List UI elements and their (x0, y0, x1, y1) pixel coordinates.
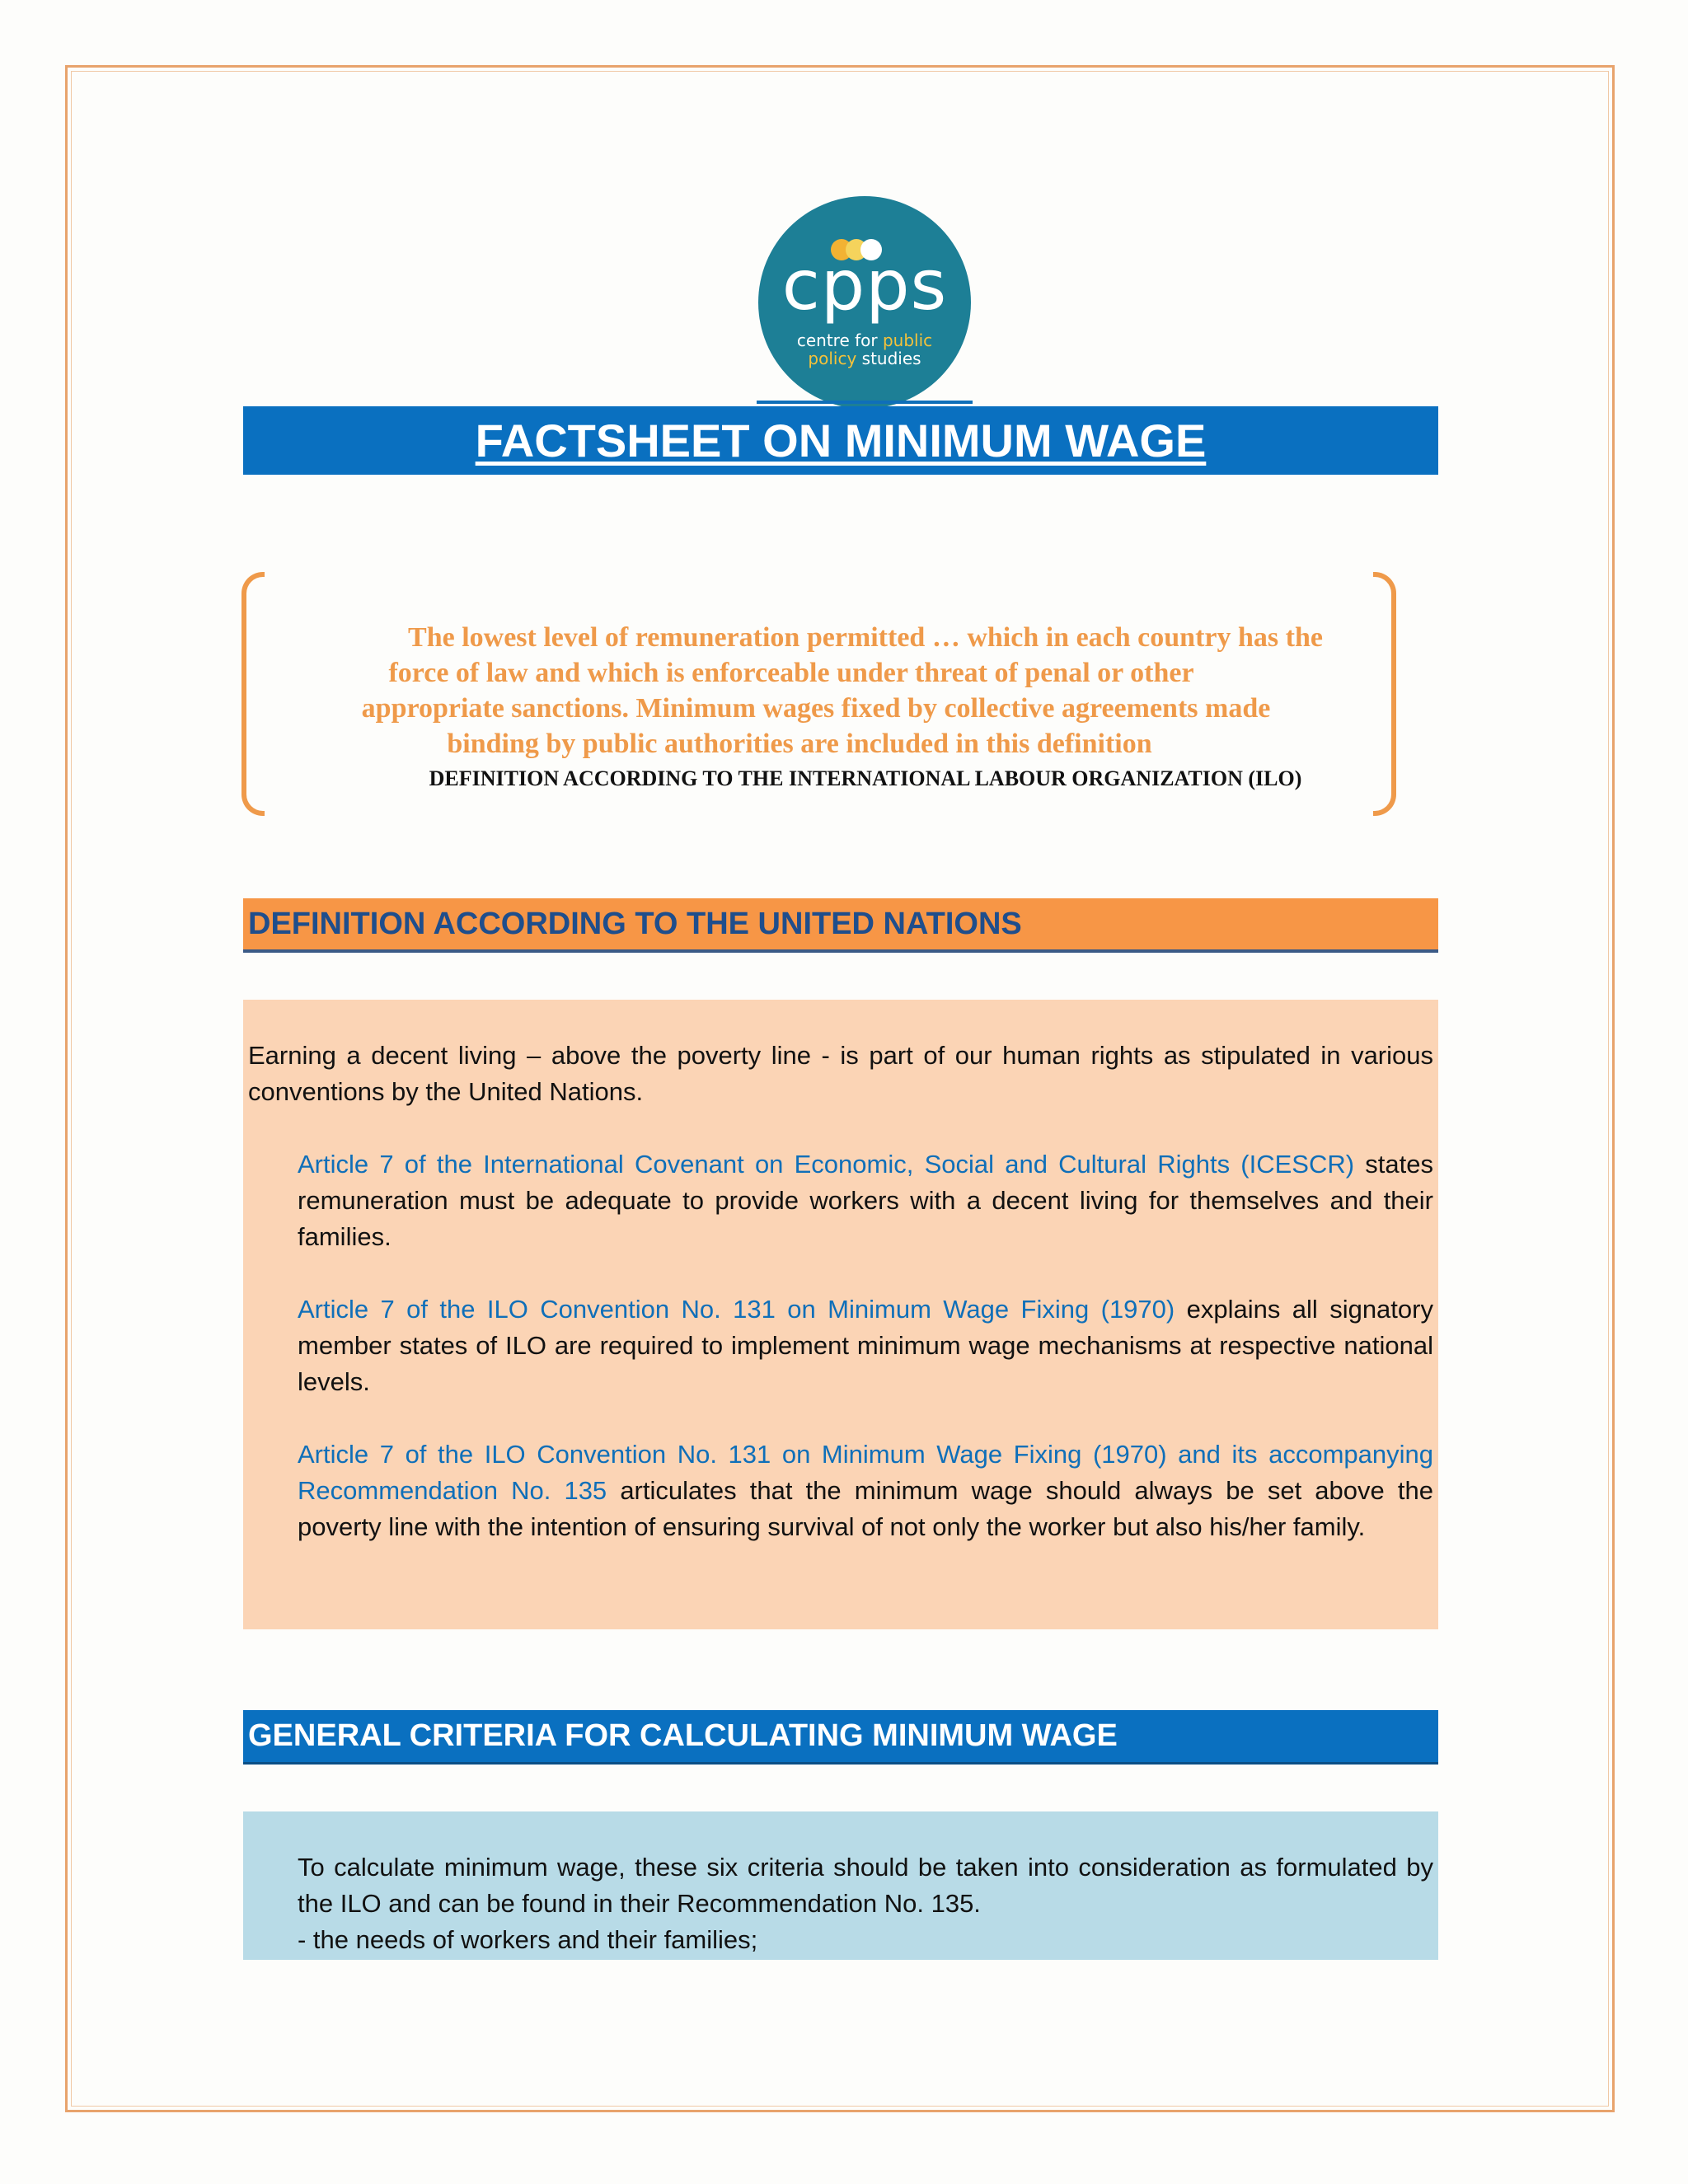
icescr-link[interactable]: Article 7 of the International Covenant on Economic, Social and Cultural Rights (ICESCR) (298, 1150, 1355, 1179)
criteria-intro-paragraph: To calculate minimum wage, these six criteria should be taken into consideration as formulated by the ILO and can be found in their Recommendation No. 135. (298, 1853, 1433, 1918)
quote-line: The lowest level of remuneration permitted … which in each country has the (408, 622, 1323, 653)
ilo-131-paragraph: Article 7 of the ILO Convention No. 131 on Minimum Wage Fixing (1970) explains all signatory member states of ILO are required to implement minimum wage mechanisms at respective national levels. (298, 1295, 1433, 1396)
criteria-section-heading: GENERAL CRITERIA FOR CALCULATING MINIMUM WAGE (243, 1710, 1438, 1765)
quote-line: appropriate sanctions. Minimum wages fixed by collective agreements made (361, 693, 1271, 724)
un-definition-panel (243, 1000, 1438, 1629)
cpps-logo (758, 196, 971, 409)
icescr-paragraph: Article 7 of the International Covenant on Economic, Social and Cultural Rights (ICESCR) states remuneration must be adequate to provide workers with a decent living for themselves and their families. (298, 1150, 1433, 1251)
recommendation-135-link[interactable]: Article 7 of the ILO Convention No. 131 on Minimum Wage Fixing (1970) and its accompanying Recommendation No. 135 (298, 1440, 1433, 1505)
criteria-panel (243, 1811, 1438, 1960)
un-intro-paragraph: Earning a decent living – above the poverty line - is part of our human rights as stipulated in various conventions by the United Nations. (248, 1041, 1433, 1106)
right-bracket-icon (1373, 572, 1396, 816)
logo-tagline-line2: policy studies (808, 349, 921, 368)
logo-tagline-line1: centre for public (796, 330, 933, 350)
quote-line: binding by public authorities are included in this definition (447, 729, 1152, 759)
page-title: FACTSHEET ON MINIMUM WAGE (475, 415, 1207, 466)
un-section-heading: DEFINITION ACCORDING TO THE UNITED NATIONS (243, 898, 1438, 953)
title-bar (243, 406, 1438, 475)
left-bracket-icon (241, 572, 265, 816)
recommendation-135-paragraph: Article 7 of the ILO Convention No. 131 on Minimum Wage Fixing (1970) and its accompanying Recommendation No. 135 articulates that the minimum wage should always be set above the poverty line with the intention of ensuring survival of not only the worker but also his/her family. (298, 1440, 1433, 1541)
quote-line: force of law and which is enforceable under threat of penal or other (388, 658, 1194, 688)
logo-underline (757, 401, 973, 404)
criteria-list-item: - the needs of workers and their families; (298, 1925, 758, 1954)
logo-wordmark: cpps (781, 245, 948, 326)
quote-source: DEFINITION ACCORDING TO THE INTERNATIONAL LABOUR ORGANIZATION (ILO) (429, 766, 1302, 790)
ilo-131-link[interactable]: Article 7 of the ILO Convention No. 131 on Minimum Wage Fixing (1970) (298, 1295, 1175, 1324)
ilo-definition-quote (272, 620, 1376, 762)
